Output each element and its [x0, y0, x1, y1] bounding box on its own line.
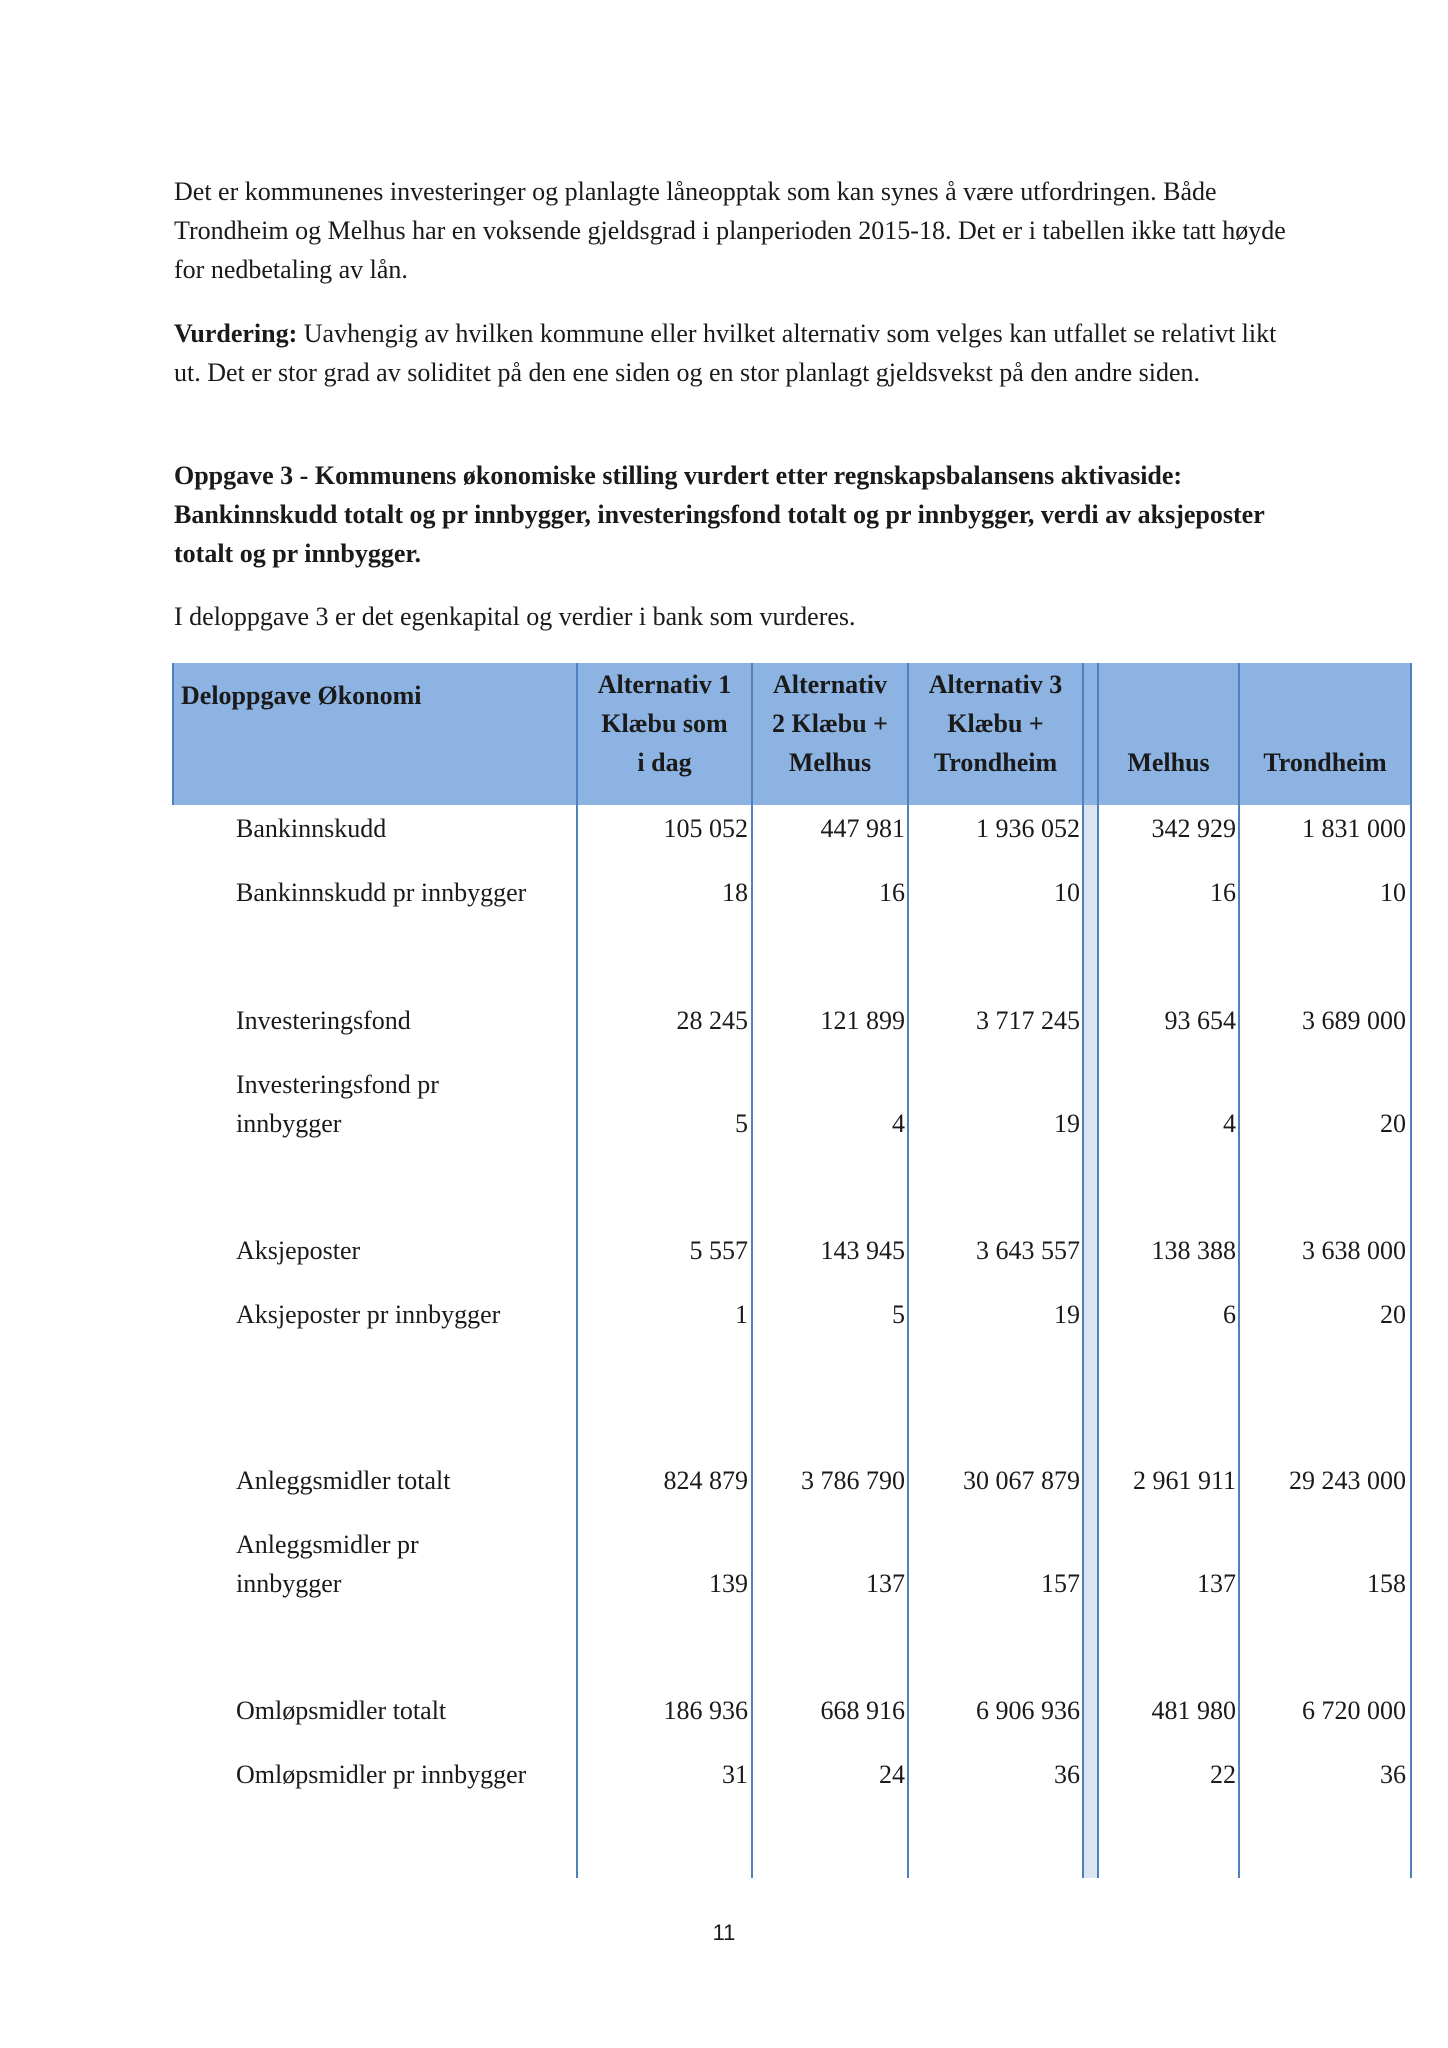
- header-alternativ-1: Alternativ 1 Klæbu som i dag: [597, 670, 732, 777]
- cell-value: 824 879: [663, 1466, 748, 1495]
- cell-value: 3 786 790: [801, 1466, 905, 1495]
- grid-line: [1410, 663, 1412, 1878]
- cell-value: 28 245: [676, 1006, 748, 1035]
- cell-value: 5 557: [689, 1236, 748, 1265]
- cell-value: 1 936 052: [976, 814, 1080, 843]
- cell-value: 5: [892, 1300, 905, 1329]
- row-label: Aksjeposter: [236, 1236, 361, 1265]
- cell-value: 157: [1041, 1569, 1080, 1598]
- cell-value: 93 654: [1164, 1006, 1236, 1035]
- cell-value: 1: [735, 1300, 748, 1329]
- row-label: Omløpsmidler totalt: [236, 1696, 447, 1725]
- cell-value: 4: [1223, 1109, 1236, 1138]
- header-alternativ-3: Alternativ 3 Klæbu + Trondheim: [928, 670, 1063, 777]
- cell-value: 447 981: [820, 814, 905, 843]
- cell-value: 10: [1380, 878, 1406, 907]
- row-label: Bankinnskudd: [236, 814, 387, 843]
- cell-value: 143 945: [820, 1236, 905, 1265]
- cell-value: 186 936: [663, 1696, 748, 1725]
- cell-value: 29 243 000: [1289, 1466, 1406, 1495]
- cell-value: 3 638 000: [1302, 1236, 1406, 1265]
- cell-value: 3 717 245: [976, 1006, 1080, 1035]
- section-heading: Oppgave 3 - Kommunens økonomiske stilling vurdert etter regnskapsbalansens aktivaside: Bankinnskudd totalt og pr innbygger, investeringsfond totalt og pr innbygger, verdi av aksjeposter totalt og pr innbygger.: [174, 461, 1265, 568]
- cell-value: 16: [1210, 878, 1236, 907]
- cell-value: 2 961 911: [1132, 1466, 1236, 1495]
- cell-value: 137: [1197, 1569, 1236, 1598]
- cell-value: 121 899: [820, 1006, 905, 1035]
- row-label: Aksjeposter pr innbygger: [236, 1300, 501, 1329]
- cell-value: 137: [866, 1569, 905, 1598]
- cell-value: 19: [1054, 1109, 1080, 1138]
- header-alternativ-2: Alternativ 2 Klæbu + Melhus: [772, 670, 888, 777]
- row-label: Anleggsmidler totalt: [236, 1466, 451, 1495]
- cell-value: 22: [1210, 1760, 1236, 1789]
- grid-line: [172, 663, 174, 805]
- cell-value: 3 643 557: [976, 1236, 1080, 1265]
- page-number: 11: [712, 1920, 736, 1945]
- cell-value: 18: [722, 878, 748, 907]
- paragraph-debt: [174, 172, 1304, 289]
- cell-value: 6: [1223, 1300, 1236, 1329]
- header-deloppgave: Deloppgave Økonomi: [181, 681, 422, 710]
- cell-value: 668 916: [820, 1696, 905, 1725]
- assessment-text: Uavhengig av hvilken kommune eller hvilket alternativ som velges kan utfallet se relativt likt ut. Det er stor grad av soliditet på den ene siden og en stor planlagt gjeldsvekst på den andre siden.: [174, 319, 1277, 387]
- cell-value: 5: [735, 1109, 748, 1138]
- cell-value: 31: [722, 1760, 748, 1789]
- row-label: Bankinnskudd pr innbygger: [236, 878, 527, 907]
- row-label: Omløpsmidler pr innbygger: [236, 1760, 527, 1789]
- cell-value: 481 980: [1151, 1696, 1236, 1725]
- intro-paragraph: I deloppgave 3 er det egenkapital og verdier i bank som vurderes.: [174, 602, 856, 631]
- economy-table: [172, 663, 1412, 1878]
- cell-value: 16: [879, 878, 905, 907]
- header-trondheim: Trondheim: [1263, 748, 1387, 777]
- row-label: Investeringsfond: [236, 1006, 411, 1035]
- cell-value: 3 689 000: [1302, 1006, 1406, 1035]
- narrow-separator-column: [1083, 805, 1097, 1878]
- cell-value: 36: [1380, 1760, 1406, 1789]
- cell-value: 24: [879, 1760, 905, 1789]
- row-label: Investeringsfond pr innbygger: [236, 1070, 439, 1138]
- cell-value: 30 067 879: [963, 1466, 1080, 1495]
- paragraph-text: Det er kommunenes investeringer og planlagte låneopptak som kan synes å være utfordringen. Både Trondheim og Melhus har en voksende gjeldsgrad i planperioden 2015-18. Det er i tabellen ikke tatt høyde for nedbetaling av lån.: [174, 177, 1286, 284]
- assessment-label: Vurdering:: [174, 319, 298, 348]
- grid-line: [1082, 663, 1084, 1878]
- cell-value: 36: [1054, 1760, 1080, 1789]
- header-melhus: Melhus: [1127, 748, 1210, 777]
- cell-value: 6 906 936: [976, 1696, 1080, 1725]
- cell-value: 158: [1367, 1569, 1406, 1598]
- cell-value: 1 831 000: [1302, 814, 1406, 843]
- cell-value: 4: [892, 1109, 905, 1138]
- cell-value: 20: [1380, 1109, 1406, 1138]
- cell-value: 20: [1380, 1300, 1406, 1329]
- cell-value: 10: [1054, 878, 1080, 907]
- cell-value: 138 388: [1151, 1236, 1236, 1265]
- cell-value: 6 720 000: [1302, 1696, 1406, 1725]
- cell-value: 105 052: [663, 814, 748, 843]
- cell-value: 19: [1054, 1300, 1080, 1329]
- cell-value: 342 929: [1151, 814, 1236, 843]
- cell-value: 139: [709, 1569, 748, 1598]
- row-label: Anleggsmidler pr innbygger: [236, 1530, 419, 1598]
- paragraph-assessment: [174, 314, 1304, 392]
